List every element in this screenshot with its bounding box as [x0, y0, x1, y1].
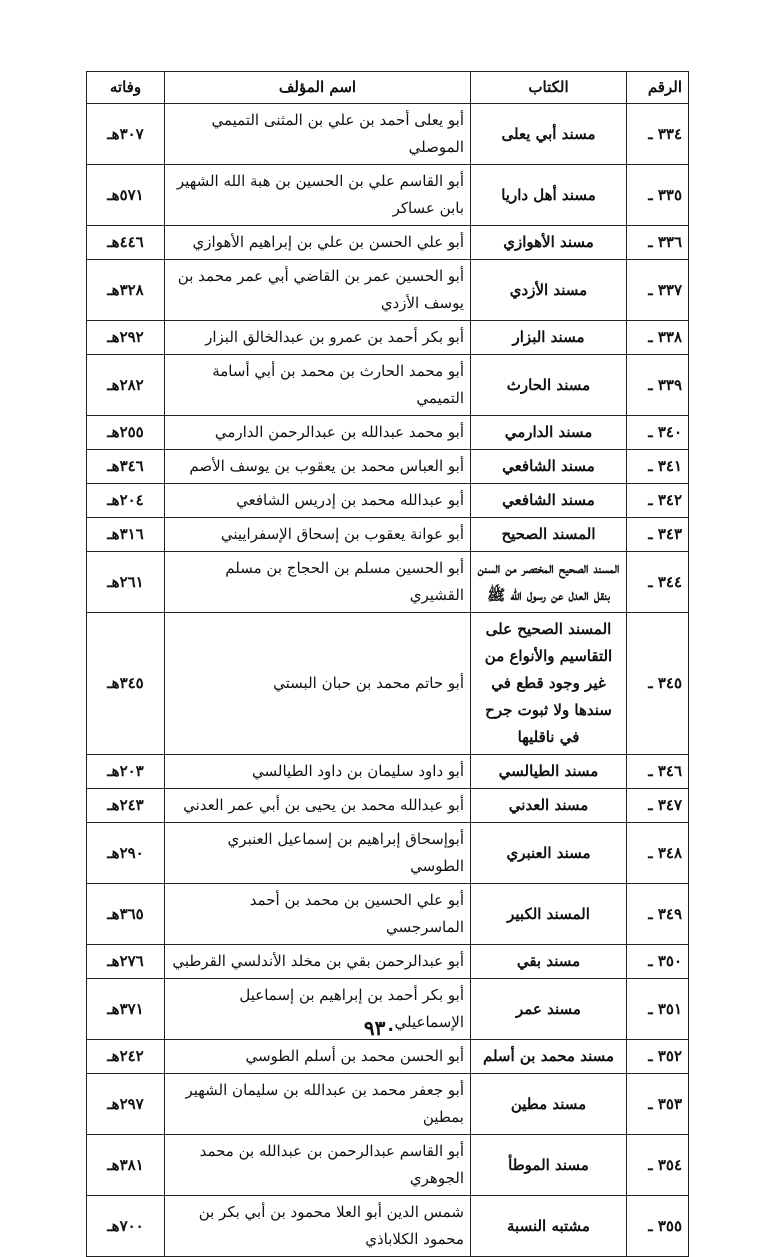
table-row: [87, 789, 689, 823]
table-row: [87, 518, 689, 552]
row-death-year: ٢٤٣هـ: [87, 789, 165, 823]
row-author-name: أبو جعفر محمد بن عبدالله بن سليمان الشهير بمطين: [165, 1074, 471, 1135]
row-book-title: مسند أبي يعلى: [471, 104, 627, 165]
table-row: [87, 1196, 689, 1257]
row-author-name: أبو القاسم علي بن الحسين بن هبة الله الشهير بابن عساكر: [165, 165, 471, 226]
table-row: [87, 1074, 689, 1135]
row-book-title: مسند الشافعي: [471, 450, 627, 484]
row-number: ٣٥٢ ـ: [627, 1040, 689, 1074]
row-author-name: أبو محمد عبدالله بن عبدالرحمن الدارمي: [165, 416, 471, 450]
row-death-year: ٧٠٠هـ: [87, 1196, 165, 1257]
row-death-year: ٣٠٧هـ: [87, 104, 165, 165]
row-author-name: أبو الحسين عمر بن القاضي أبي عمر محمد بن يوسف الأزدي: [165, 260, 471, 321]
table-row: [87, 552, 689, 613]
row-number: ٣٥٤ ـ: [627, 1135, 689, 1196]
row-author-name: أبو حاتم محمد بن حبان البستي: [165, 613, 471, 755]
row-death-year: ٢٩٢هـ: [87, 321, 165, 355]
table-row: [87, 165, 689, 226]
row-author-name: أبو عبدالرحمن بقي بن مخلد الأندلسي القرطبي: [165, 945, 471, 979]
row-author-name: أبو الحسين مسلم بن الحجاج بن مسلم القشيري: [165, 552, 471, 613]
table-row: [87, 355, 689, 416]
row-book-title: مسند بقي: [471, 945, 627, 979]
row-book-title: مسند الأهوازي: [471, 226, 627, 260]
row-number: ٣٣٧ ـ: [627, 260, 689, 321]
row-number: ٣٤٧ ـ: [627, 789, 689, 823]
row-death-year: ٢٩٧هـ: [87, 1074, 165, 1135]
table-row: [87, 884, 689, 945]
row-number: ٣٤٤ ـ: [627, 552, 689, 613]
row-book-title: مسند العدني: [471, 789, 627, 823]
table-row: [87, 613, 689, 755]
row-death-year: ٢٨٢هـ: [87, 355, 165, 416]
row-book-title: المسند الكبير: [471, 884, 627, 945]
row-book-title: مسند الشافعي: [471, 484, 627, 518]
table-row: [87, 1040, 689, 1074]
header-author: اسم المؤلف: [165, 72, 471, 104]
row-book-title: مسند البزار: [471, 321, 627, 355]
table-row: [87, 416, 689, 450]
table-row: [87, 260, 689, 321]
table-row: [87, 945, 689, 979]
row-book-title: مسند محمد بن أسلم: [471, 1040, 627, 1074]
row-number: ٣٣٥ ـ: [627, 165, 689, 226]
row-book-title: مشتبه النسبة: [471, 1196, 627, 1257]
row-death-year: ٢٠٣هـ: [87, 755, 165, 789]
row-death-year: ٢٥٥هـ: [87, 416, 165, 450]
row-number: ٣٥١ ـ: [627, 979, 689, 1040]
row-death-year: ٣٢٨هـ: [87, 260, 165, 321]
row-book-title: مسند الطيالسي: [471, 755, 627, 789]
row-author-name: أبو يعلى أحمد بن علي بن المثنى التميمي الموصلي: [165, 104, 471, 165]
row-book-title: مسند العنبري: [471, 823, 627, 884]
row-number: ٣٤٨ ـ: [627, 823, 689, 884]
row-author-name: أبو بكر أحمد بن عمرو بن عبدالخالق البزار: [165, 321, 471, 355]
row-book-title: المسند الصحيح على التقاسيم والأنواع من غير وجود قطع في سندها ولا ثبوت جرح في ناقليها: [471, 613, 627, 755]
row-author-name: شمس الدين أبو العلا محمود بن أبي بكر بن محمود الكلاباذي: [165, 1196, 471, 1257]
row-book-title: مسند الحارث: [471, 355, 627, 416]
table-row: [87, 321, 689, 355]
row-author-name: أبو داود سليمان بن داود الطيالسي: [165, 755, 471, 789]
row-book-title: مسند الدارمي: [471, 416, 627, 450]
row-author-name: أبو عبدالله محمد بن يحيى بن أبي عمر العدني: [165, 789, 471, 823]
table-row: [87, 484, 689, 518]
header-number: الرقم: [627, 72, 689, 104]
row-number: ٣٤٦ ـ: [627, 755, 689, 789]
row-author-name: أبوإسحاق إبراهيم بن إسماعيل العنبري الطوسي: [165, 823, 471, 884]
row-number: ٣٣٤ ـ: [627, 104, 689, 165]
page-number: ٩٣٠: [363, 1016, 397, 1040]
row-death-year: ٢٩٠هـ: [87, 823, 165, 884]
table-row: [87, 104, 689, 165]
row-number: ٣٤٢ ـ: [627, 484, 689, 518]
row-author-name: أبو القاسم عبدالرحمن بن عبدالله بن محمد الجوهري: [165, 1135, 471, 1196]
row-death-year: ٢٤٢هـ: [87, 1040, 165, 1074]
row-book-title: مسند الأزدي: [471, 260, 627, 321]
books-table: [86, 71, 689, 1257]
row-number: ٣٣٦ ـ: [627, 226, 689, 260]
row-death-year: ٢٠٤هـ: [87, 484, 165, 518]
row-author-name: أبو عوانة يعقوب بن إسحاق الإسفراييني: [165, 518, 471, 552]
row-author-name: أبو الحسن محمد بن أسلم الطوسي: [165, 1040, 471, 1074]
row-death-year: ٣٧١هـ: [87, 979, 165, 1040]
row-death-year: ٤٤٦هـ: [87, 226, 165, 260]
row-death-year: ٢٦١هـ: [87, 552, 165, 613]
table-header-row: [87, 72, 689, 104]
table-body: [87, 104, 689, 1257]
header-death: وفاته: [87, 72, 165, 104]
row-number: ٣٤١ ـ: [627, 450, 689, 484]
table-row: [87, 226, 689, 260]
row-number: ٣٤٥ ـ: [627, 613, 689, 755]
row-book-title: مسند أهل داريا: [471, 165, 627, 226]
row-number: ٣٥٠ ـ: [627, 945, 689, 979]
row-book-title: المسند الصحيح المختصر من السنن بنقل العدل عن رسول الله ﷺ: [471, 552, 627, 613]
row-book-title: مسند الموطأ: [471, 1135, 627, 1196]
row-author-name: أبو علي الحسين بن محمد بن أحمد الماسرجسي: [165, 884, 471, 945]
row-death-year: ٣٤٥هـ: [87, 613, 165, 755]
row-number: ٣٣٩ ـ: [627, 355, 689, 416]
row-number: ٣٤٣ ـ: [627, 518, 689, 552]
row-death-year: ٣٨١هـ: [87, 1135, 165, 1196]
row-death-year: ٢٧٦هـ: [87, 945, 165, 979]
row-number: ٣٣٨ ـ: [627, 321, 689, 355]
row-author-name: أبو عبدالله محمد بن إدريس الشافعي: [165, 484, 471, 518]
row-book-title: مسند مطين: [471, 1074, 627, 1135]
row-death-year: ٥٧١هـ: [87, 165, 165, 226]
row-book-title: مسند عمر: [471, 979, 627, 1040]
row-author-name: أبو محمد الحارث بن محمد بن أبي أسامة التميمي: [165, 355, 471, 416]
row-death-year: ٣٦٥هـ: [87, 884, 165, 945]
row-number: ٣٥٣ ـ: [627, 1074, 689, 1135]
row-death-year: ٣٤٦هـ: [87, 450, 165, 484]
table-row: [87, 823, 689, 884]
table-row: [87, 755, 689, 789]
row-author-name: أبو علي الحسن بن علي بن إبراهيم الأهوازي: [165, 226, 471, 260]
row-death-year: ٣١٦هـ: [87, 518, 165, 552]
row-number: ٣٥٥ ـ: [627, 1196, 689, 1257]
header-book: الكتاب: [471, 72, 627, 104]
row-book-title: المسند الصحيح: [471, 518, 627, 552]
row-number: ٣٤٩ ـ: [627, 884, 689, 945]
table-row: [87, 450, 689, 484]
row-number: ٣٤٠ ـ: [627, 416, 689, 450]
row-author-name: أبو العباس محمد بن يعقوب بن يوسف الأصم: [165, 450, 471, 484]
table-row: [87, 1135, 689, 1196]
row-author-name: أبو بكر أحمد بن إبراهيم بن إسماعيل الإسماعيلي: [165, 979, 471, 1040]
